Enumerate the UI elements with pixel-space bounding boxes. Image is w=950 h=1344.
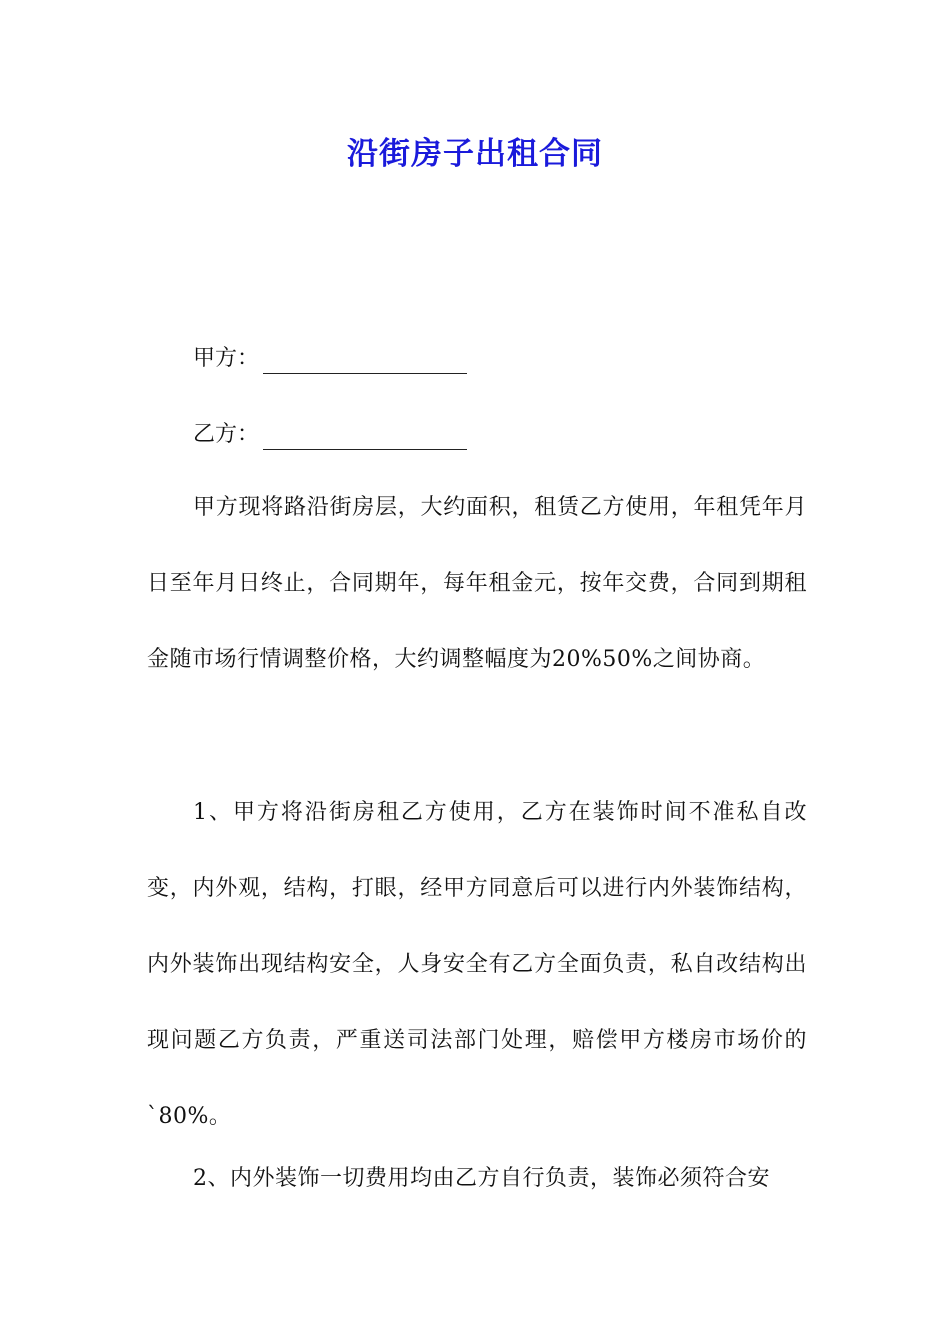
paragraph-clause-1: 1、甲方将沿街房租乙方使用，乙方在装饰时间不准私自改变，内外观，结构，打眼，经甲方同意后可以进行内外装饰结构，内外装饰出现结构安全，人身安全有乙方全面负责，私自改结构出现问题乙方负责，严重送司法部门处理，赔偿甲方楼房市场价的`80%。 bbox=[147, 800, 807, 1129]
party-a-line bbox=[193, 344, 467, 374]
party-b-label: 乙方： bbox=[193, 422, 260, 447]
party-a-label: 甲方： bbox=[193, 346, 260, 371]
party-b-line bbox=[193, 420, 467, 450]
paragraph-clause-2: 2、内外装饰一切费用均由乙方自行负责，装饰必须符合安 bbox=[193, 1166, 770, 1191]
party-b-blank bbox=[263, 427, 467, 450]
paragraph-intro: 甲方现将路沿街房层，大约面积，租赁乙方使用，年租凭年月日至年月日终止，合同期年，每年租金元，按年交费，合同到期租金随市场行情调整价格，大约调整幅度为20%50%之间协商。 bbox=[147, 495, 807, 672]
party-a-blank bbox=[263, 351, 467, 374]
document-title: 沿街房子出租合同 bbox=[347, 136, 603, 172]
